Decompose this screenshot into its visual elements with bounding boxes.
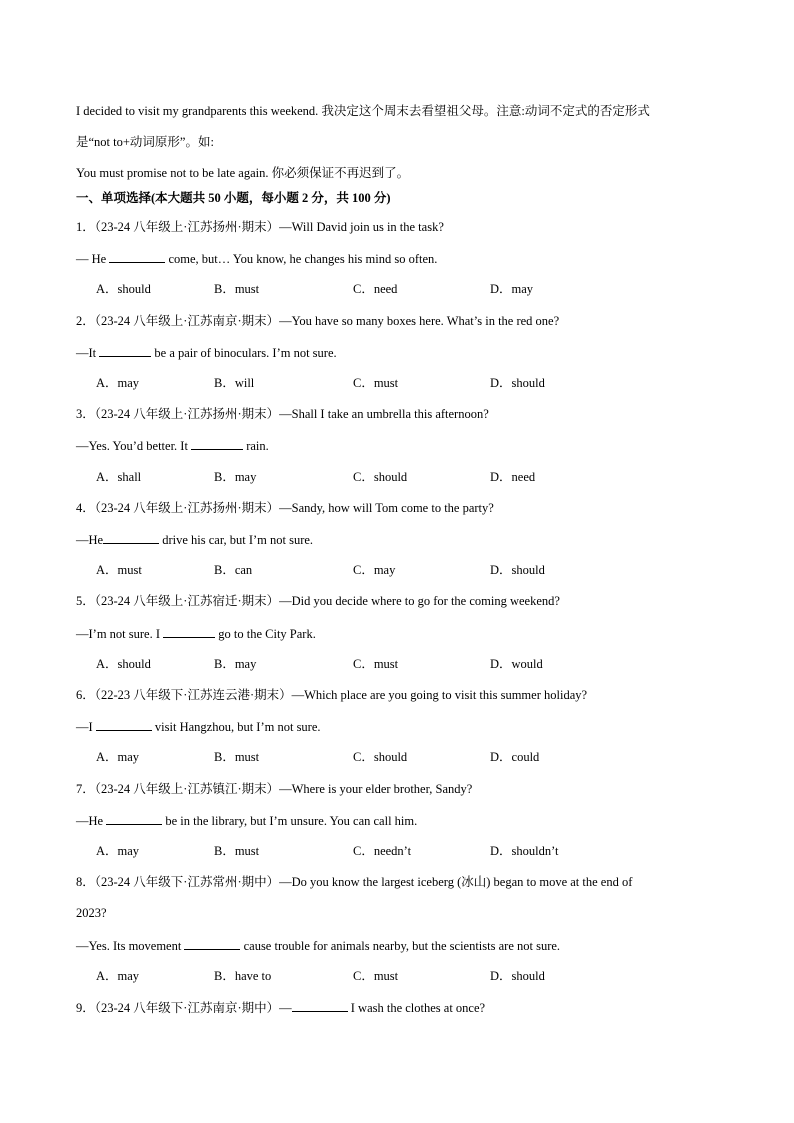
answer-blank [106,812,162,825]
question-3-options [96,469,696,485]
question-1-options [96,281,696,297]
question-7-options [96,843,696,859]
option-d: D．could [490,750,540,764]
intro-line-3: You must promise not to be late again. 你必须保证不再迟到了。 [76,166,410,180]
question-8-stem-cont: 2023? [76,906,107,920]
question-6-stem: 6．（22-23 八年级下·江苏连云港·期末）—Which place are you going to visit this summer holiday? [76,688,588,702]
option-d: D．should [490,969,545,983]
option-a: A．should [96,657,151,671]
option-c: C．need [353,282,398,296]
option-b: B．must [214,282,260,296]
answer-blank [191,437,243,450]
question-5-stem: 5．（23-24 八年级上·江苏宿迁·期末）—Did you decide where to go for the coming weekend? [76,594,560,608]
question-3-stem: 3．（23-24 八年级上·江苏扬州·期末）—Shall I take an umbrella this afternoon? [76,407,489,421]
question-7-answer: —He be in the library, but I’m unsure. You can call him. [76,814,418,828]
question-2-options [96,375,696,391]
question-8-options [96,968,696,984]
question-1-answer: — He come, but… You know, he changes his mind so often. [76,252,438,266]
question-3-answer: —Yes. You’d better. It rain. [76,439,269,453]
question-5-answer: —I’m not sure. I go to the City Park. [76,627,316,641]
option-a: A．may [96,969,140,983]
question-4-stem: 4．（23-24 八年级上·江苏扬州·期末）—Sandy, how will Tom come to the party? [76,501,494,515]
question-4-answer: —He drive his car, but I’m not sure. [76,533,314,547]
intro-line-2: 是“not to+动词原形”。如: [76,135,214,149]
question-8-answer: —Yes. Its movement cause trouble for animals nearby, but the scientists are not sure. [76,939,561,953]
option-c: C．must [353,376,399,390]
section-title: 一、单项选择(本大题共 50 小题，每小题 2 分，共 100 分) [76,191,391,205]
question-5-options [96,656,696,672]
option-d: D．should [490,563,545,577]
answer-blank [184,937,240,950]
option-c: C．must [353,969,399,983]
answer-blank [109,250,165,263]
option-a: A．must [96,563,142,577]
question-1-stem: 1．（23-24 八年级上·江苏扬州·期末）—Will David join us in the task? [76,220,444,234]
option-c: C．needn’t [353,844,412,858]
option-b: B．may [214,470,257,484]
question-7-stem: 7．（23-24 八年级上·江苏镇江·期末）—Where is your elder brother, Sandy? [76,782,473,796]
option-d: D．need [490,470,536,484]
option-a: A．may [96,750,140,764]
answer-blank [96,718,152,731]
option-b: B．may [214,657,257,671]
question-8-stem: 8．（23-24 八年级下·江苏常州·期中）—Do you know the largest iceberg (冰山) began to move at the end of [76,875,633,889]
option-c: C．should [353,750,408,764]
option-b: B．can [214,563,253,577]
option-a: A．shall [96,470,142,484]
answer-blank [163,625,215,638]
option-c: C．may [353,563,396,577]
option-b: B．must [214,750,260,764]
option-b: B．must [214,844,260,858]
option-a: A．may [96,376,140,390]
option-d: D．may [490,282,534,296]
answer-blank [103,531,159,544]
option-c: C．should [353,470,408,484]
question-2-answer: —It be a pair of binoculars. I’m not sure. [76,346,337,360]
question-2-stem: 2．（23-24 八年级上·江苏南京·期末）—You have so many boxes here. What’s in the red one? [76,314,560,328]
option-d: D．shouldn’t [490,844,559,858]
question-9-stem: 9．（23-24 八年级下·江苏南京·期中）— I wash the clothes at once? [76,1001,486,1015]
question-4-options [96,562,696,578]
option-b: B．will [214,376,255,390]
option-a: A．should [96,282,151,296]
question-6-answer: —I visit Hangzhou, but I’m not sure. [76,720,321,734]
option-d: D．would [490,657,543,671]
option-c: C．must [353,657,399,671]
option-b: B．have to [214,969,272,983]
option-a: A．may [96,844,140,858]
option-d: D．should [490,376,545,390]
intro-line-1: I decided to visit my grandparents this weekend. 我决定这个周末去看望祖父母。注意:动词不定式的否定形式 [76,104,650,118]
answer-blank [99,344,151,357]
answer-blank [292,999,348,1012]
question-6-options [96,749,696,765]
